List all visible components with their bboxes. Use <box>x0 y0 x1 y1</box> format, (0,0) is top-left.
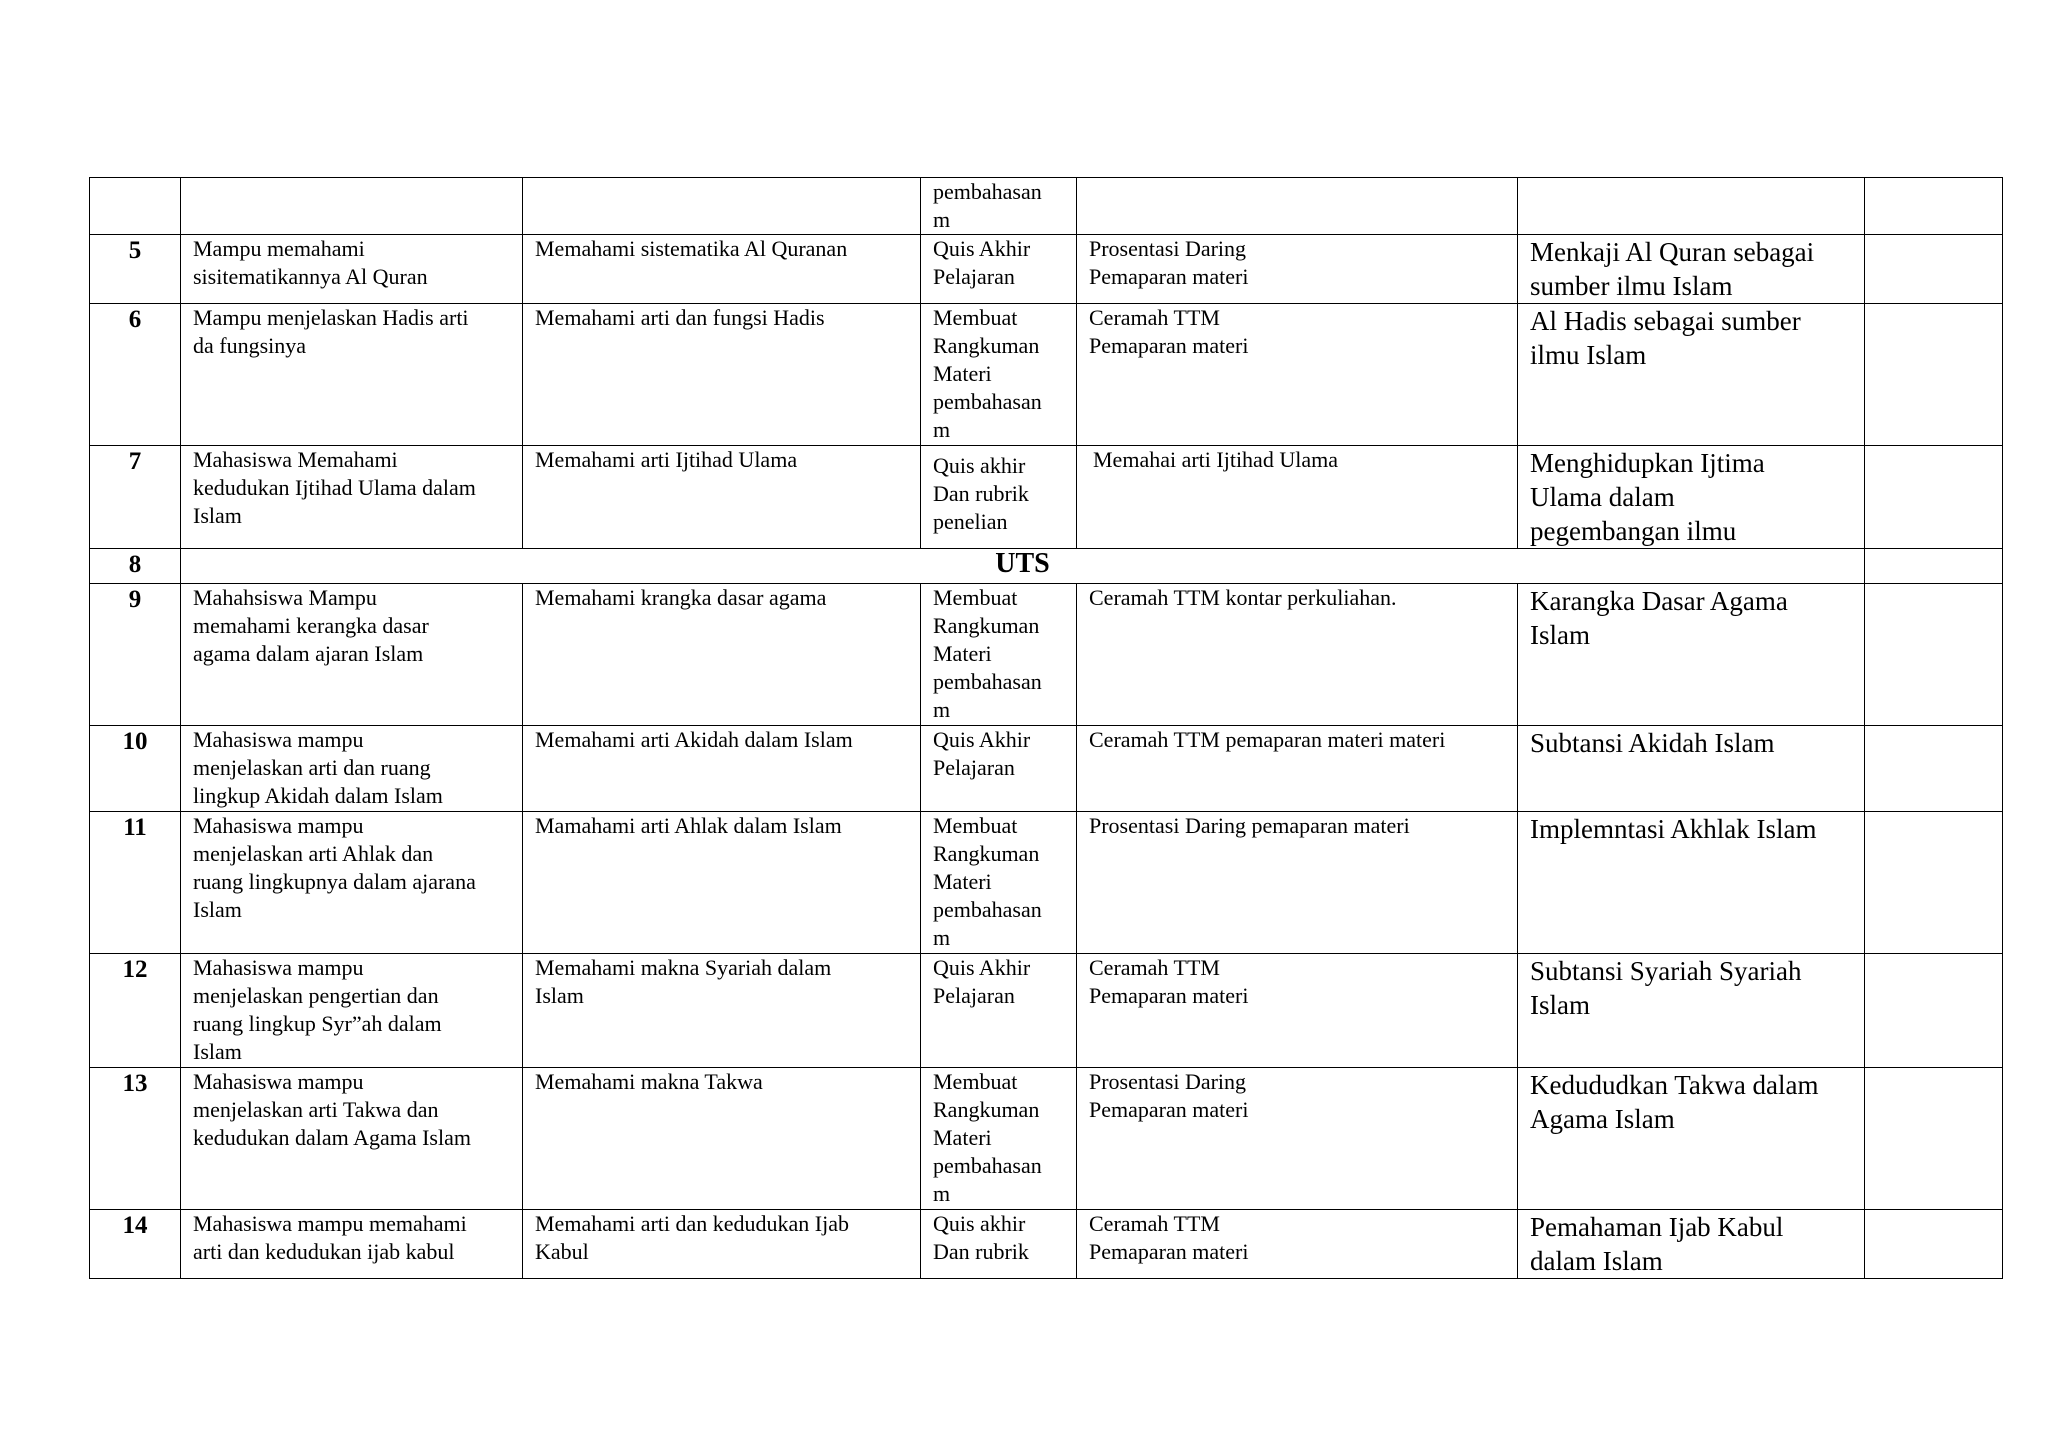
capaian-cell: Mampu menjelaskan Hadis arti da fungsinya <box>193 305 469 358</box>
table-row <box>90 1068 2003 1210</box>
capaian-cell: Mahasiswa mampu menjelaskan pengertian dan ruang lingkup Syr”ah dalam Islam <box>193 955 442 1064</box>
row-number <box>90 178 180 180</box>
table-body <box>90 178 2003 1279</box>
row-number: 14 <box>122 1212 148 1239</box>
table-row <box>90 235 2003 304</box>
penilaian-cell: Quis akhir Dan rubrik penelian <box>933 453 1029 534</box>
table-row <box>90 726 2003 812</box>
table-row <box>90 1210 2003 1279</box>
penilaian-cell: Quis Akhir Pelajaran <box>933 727 1031 780</box>
indikator-cell: Mamahami arti Ahlak dalam Islam <box>535 813 842 838</box>
materi-cell: Subtansi Akidah Islam <box>1530 728 1775 758</box>
row-number: 8 <box>128 551 142 578</box>
capaian-cell: Mahasiswa mampu menjelaskan arti Ahlak dan ruang lingkupnya dalam ajarana Islam <box>193 813 476 922</box>
materi-cell: Implemntasi Akhlak Islam <box>1530 814 1817 844</box>
capaian-cell: Mahasiswa mampu memahami arti dan kedudukan ijab kabul <box>193 1211 467 1264</box>
capaian-cell: Mahasiswa mampu menjelaskan arti Takwa dan kedudukan dalam Agama Islam <box>193 1069 471 1150</box>
penilaian-cell: Membuat Rangkuman Materi pembahasan m <box>933 813 1042 950</box>
materi-cell: Pemahaman Ijab Kabul dalam Islam <box>1530 1212 1784 1276</box>
materi-cell: Kedududkan Takwa dalam Agama Islam <box>1530 1070 1819 1134</box>
indikator-cell: Memahami arti dan kedudukan Ijab Kabul <box>535 1211 850 1264</box>
penilaian-cell: Quis Akhir Pelajaran <box>933 236 1031 289</box>
row-number: 12 <box>122 956 148 983</box>
capaian-cell: Mahahsiswa Mampu memahami kerangka dasar agama dalam ajaran Islam <box>193 585 429 666</box>
metode-cell: Ceramah TTM Pemaparan materi <box>1089 1211 1249 1264</box>
metode-cell: Prosentasi Daring Pemaparan materi <box>1089 236 1249 289</box>
row-number: 13 <box>122 1070 148 1097</box>
indikator-cell: Memahami makna Syariah dalam Islam <box>535 955 832 1008</box>
indikator-cell: Memahami arti dan fungsi Hadis <box>535 305 825 330</box>
row-number: 7 <box>128 448 142 475</box>
metode-cell: Memahai arti Ijtihad Ulama <box>1093 447 1338 472</box>
row-number: 9 <box>128 586 142 613</box>
metode-cell: Prosentasi Daring Pemaparan materi <box>1089 1069 1249 1122</box>
penilaian-cell: pembahasan m <box>933 179 1042 232</box>
materi-cell: Al Hadis sebagai sumber ilmu Islam <box>1530 306 1801 370</box>
indikator-cell: Memahami krangka dasar agama <box>535 585 827 610</box>
indikator-cell: Memahami makna Takwa <box>535 1069 763 1094</box>
row-number: 6 <box>128 306 142 333</box>
row-number: 10 <box>122 728 148 755</box>
materi-cell: Menkaji Al Quran sebagai sumber ilmu Islam <box>1530 237 1815 301</box>
table-row <box>90 446 2003 549</box>
materi-cell: Karangka Dasar Agama Islam <box>1530 586 1788 650</box>
capaian-cell: Mampu memahami sisitematikannya Al Quran <box>193 236 428 289</box>
uts-label: UTS <box>995 548 1050 579</box>
metode-cell: Ceramah TTM Pemaparan materi <box>1089 305 1249 358</box>
table-row <box>90 304 2003 446</box>
row-number: 5 <box>128 237 142 264</box>
penilaian-cell: Quis akhir Dan rubrik <box>933 1211 1029 1264</box>
indikator-cell: Memahami sistematika Al Quranan <box>535 236 848 261</box>
penilaian-cell: Membuat Rangkuman Materi pembahasan m <box>933 585 1042 722</box>
capaian-cell: Mahasiswa mampu menjelaskan arti dan ruang lingkup Akidah dalam Islam <box>193 727 443 808</box>
row-number: 11 <box>123 814 147 841</box>
metode-cell: Prosentasi Daring pemaparan materi <box>1089 813 1410 838</box>
indikator-cell: Memahami arti Ijtihad Ulama <box>535 447 798 472</box>
penilaian-cell: Membuat Rangkuman Materi pembahasan m <box>933 305 1042 442</box>
capaian-cell: Mahasiswa Memahami kedudukan Ijtihad Ulama dalam Islam <box>193 447 476 528</box>
document-table <box>89 177 2003 1279</box>
table-row <box>90 178 2003 235</box>
materi-cell: Menghidupkan Ijtima Ulama dalam pegembangan ilmu <box>1530 448 1765 546</box>
indikator-cell: Memahami arti Akidah dalam Islam <box>535 727 853 752</box>
metode-cell: Ceramah TTM Pemaparan materi <box>1089 955 1249 1008</box>
penilaian-cell: Membuat Rangkuman Materi pembahasan m <box>933 1069 1042 1206</box>
metode-cell: Ceramah TTM pemaparan materi materi <box>1089 727 1446 752</box>
table-row <box>90 954 2003 1068</box>
penilaian-cell: Quis Akhir Pelajaran <box>933 955 1031 1008</box>
table-row-uts <box>90 549 2003 584</box>
materi-cell: Subtansi Syariah Syariah Islam <box>1530 956 1802 1020</box>
table-row <box>90 812 2003 954</box>
metode-cell: Ceramah TTM kontar perkuliahan. <box>1089 585 1397 610</box>
table-row <box>90 584 2003 726</box>
